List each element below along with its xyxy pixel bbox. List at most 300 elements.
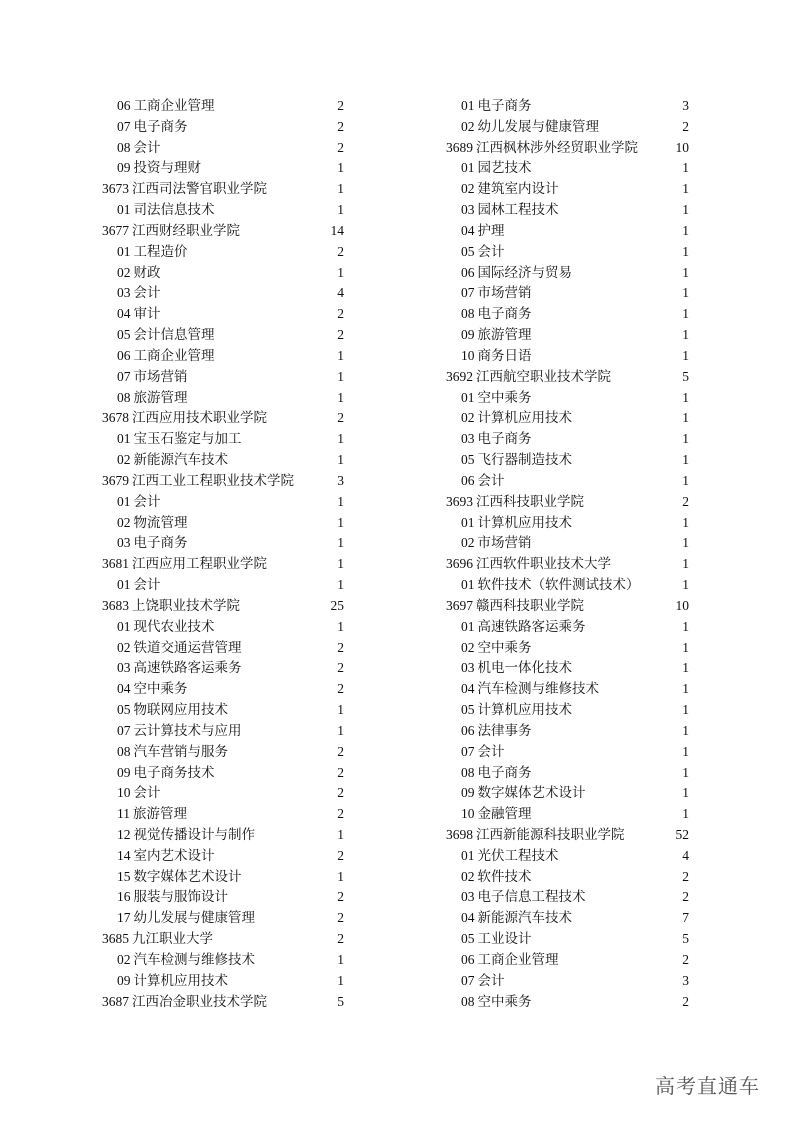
major-name: 会计 bbox=[133, 285, 161, 301]
major-code: 06 bbox=[461, 951, 475, 967]
row-label bbox=[102, 825, 255, 846]
school-name: 江西财经职业学院 bbox=[132, 222, 240, 238]
row-label bbox=[102, 242, 188, 263]
plan-count: 14 bbox=[330, 222, 344, 238]
school-code: 3692 bbox=[446, 368, 473, 384]
major-code: 16 bbox=[117, 889, 131, 905]
major-name: 电子商务 bbox=[133, 118, 188, 134]
school-name: 江西应用工程职业学院 bbox=[132, 556, 267, 572]
row-label bbox=[102, 158, 201, 179]
plan-count: 1 bbox=[337, 826, 344, 842]
row-label bbox=[102, 617, 215, 638]
row-label bbox=[446, 763, 532, 784]
plan-count: 1 bbox=[682, 452, 689, 468]
major-row bbox=[102, 742, 344, 763]
plan-count: 1 bbox=[682, 389, 689, 405]
row-label bbox=[446, 325, 532, 346]
plan-count: 3 bbox=[337, 472, 344, 488]
row-label bbox=[102, 96, 215, 117]
school-code: 3698 bbox=[446, 826, 473, 842]
major-code: 01 bbox=[117, 618, 131, 634]
row-label bbox=[446, 200, 559, 221]
major-name: 会计 bbox=[133, 139, 161, 155]
major-row bbox=[446, 325, 689, 346]
major-row bbox=[446, 950, 689, 971]
school-row bbox=[102, 471, 344, 492]
major-row bbox=[446, 700, 689, 721]
major-code: 01 bbox=[461, 847, 475, 863]
row-label bbox=[102, 117, 188, 138]
major-name: 会计信息管理 bbox=[133, 327, 215, 343]
school-name: 九江职业大学 bbox=[132, 931, 213, 947]
plan-count: 2 bbox=[682, 993, 689, 1009]
major-row bbox=[102, 575, 344, 596]
plan-count: 1 bbox=[682, 243, 689, 259]
major-row bbox=[446, 158, 689, 179]
plan-count: 10 bbox=[675, 597, 689, 613]
row-label bbox=[102, 471, 294, 492]
major-name: 汽车检测与维修技术 bbox=[133, 951, 255, 967]
major-row bbox=[102, 700, 344, 721]
major-name: 空中乘务 bbox=[477, 389, 532, 405]
row-label bbox=[102, 679, 188, 700]
plan-count: 1 bbox=[682, 535, 689, 551]
plan-count: 1 bbox=[337, 535, 344, 551]
school-name: 江西应用技术职业学院 bbox=[132, 410, 267, 426]
row-label bbox=[446, 263, 572, 284]
plan-count: 1 bbox=[682, 347, 689, 363]
row-label bbox=[102, 450, 228, 471]
major-code: 02 bbox=[461, 181, 475, 197]
major-code: 02 bbox=[461, 410, 475, 426]
major-code: 03 bbox=[117, 535, 131, 551]
plan-count: 1 bbox=[682, 181, 689, 197]
major-row bbox=[446, 408, 689, 429]
plan-count: 1 bbox=[682, 160, 689, 176]
plan-count: 1 bbox=[682, 618, 689, 634]
plan-count: 1 bbox=[682, 639, 689, 655]
major-row bbox=[102, 658, 344, 679]
major-name: 铁道交通运营管理 bbox=[133, 639, 242, 655]
major-row bbox=[102, 242, 344, 263]
row-label bbox=[446, 679, 599, 700]
school-code: 3679 bbox=[102, 472, 129, 488]
plan-count: 1 bbox=[337, 702, 344, 718]
major-code: 08 bbox=[117, 139, 131, 155]
plan-count: 1 bbox=[682, 431, 689, 447]
major-code: 15 bbox=[117, 868, 131, 884]
plan-count: 1 bbox=[337, 972, 344, 988]
major-name: 工程造价 bbox=[133, 243, 188, 259]
plan-count: 1 bbox=[337, 202, 344, 218]
major-name: 软件技术 bbox=[477, 868, 532, 884]
major-code: 10 bbox=[461, 806, 475, 822]
row-label bbox=[102, 908, 255, 929]
row-label bbox=[102, 804, 187, 825]
major-name: 计算机应用技术 bbox=[477, 514, 572, 530]
major-code: 01 bbox=[117, 431, 131, 447]
row-label bbox=[102, 658, 242, 679]
plan-count: 3 bbox=[682, 98, 689, 113]
row-label bbox=[446, 450, 572, 471]
school-name: 江西科技职业学院 bbox=[476, 493, 584, 509]
school-code: 3685 bbox=[102, 931, 129, 947]
major-code: 06 bbox=[461, 472, 475, 488]
plan-count: 1 bbox=[682, 681, 689, 697]
row-label bbox=[446, 242, 505, 263]
major-name: 软件技术（软件测试技术） bbox=[477, 577, 640, 593]
major-name: 电子商务技术 bbox=[133, 764, 215, 780]
row-label bbox=[102, 263, 161, 284]
plan-count: 2 bbox=[337, 410, 344, 426]
major-code: 10 bbox=[117, 785, 131, 801]
major-name: 空中乘务 bbox=[477, 639, 532, 655]
plan-count: 2 bbox=[682, 889, 689, 905]
major-code: 02 bbox=[117, 264, 131, 280]
plan-count: 2 bbox=[337, 243, 344, 259]
major-name: 会计 bbox=[477, 472, 505, 488]
plan-count: 1 bbox=[682, 577, 689, 593]
major-row bbox=[446, 346, 689, 367]
major-name: 计算机应用技术 bbox=[133, 972, 228, 988]
major-code: 04 bbox=[461, 681, 475, 697]
major-code: 05 bbox=[461, 702, 475, 718]
row-label bbox=[446, 158, 532, 179]
major-name: 空中乘务 bbox=[133, 681, 188, 697]
major-row bbox=[446, 513, 689, 534]
major-row bbox=[102, 783, 344, 804]
plan-count: 2 bbox=[682, 951, 689, 967]
school-name: 江西工业工程职业技术学院 bbox=[132, 472, 294, 488]
plan-count: 1 bbox=[337, 452, 344, 468]
school-row bbox=[102, 929, 344, 950]
row-label bbox=[446, 867, 532, 888]
major-row bbox=[446, 200, 689, 221]
major-code: 06 bbox=[117, 98, 131, 113]
row-label bbox=[102, 971, 228, 992]
major-row bbox=[446, 929, 689, 950]
school-code: 3687 bbox=[102, 993, 129, 1009]
major-name: 新能源汽车技术 bbox=[477, 910, 572, 926]
major-row bbox=[102, 533, 344, 554]
row-label bbox=[446, 221, 505, 242]
major-row bbox=[102, 200, 344, 221]
major-code: 10 bbox=[461, 347, 475, 363]
major-row bbox=[102, 825, 344, 846]
row-label bbox=[102, 492, 161, 513]
plan-count: 2 bbox=[682, 868, 689, 884]
school-code: 3683 bbox=[102, 597, 129, 613]
major-name: 幼儿发展与健康管理 bbox=[133, 910, 255, 926]
row-label bbox=[102, 429, 242, 450]
major-code: 01 bbox=[461, 160, 475, 176]
major-row bbox=[446, 617, 689, 638]
major-name: 服装与服饰设计 bbox=[133, 889, 228, 905]
row-label bbox=[446, 950, 559, 971]
major-row bbox=[102, 346, 344, 367]
plan-count: 1 bbox=[337, 368, 344, 384]
plan-count: 1 bbox=[337, 493, 344, 509]
plan-count: 1 bbox=[337, 181, 344, 197]
major-code: 03 bbox=[117, 660, 131, 676]
major-name: 会计 bbox=[477, 972, 505, 988]
major-code: 02 bbox=[461, 535, 475, 551]
major-name: 数字媒体艺术设计 bbox=[477, 785, 586, 801]
major-name: 金融管理 bbox=[477, 806, 532, 822]
major-code: 01 bbox=[117, 202, 131, 218]
major-name: 会计 bbox=[133, 785, 161, 801]
school-name: 江西冶金职业技术学院 bbox=[132, 993, 267, 1009]
major-row bbox=[446, 846, 689, 867]
major-row bbox=[446, 763, 689, 784]
major-code: 01 bbox=[117, 243, 131, 259]
major-row bbox=[102, 763, 344, 784]
major-code: 06 bbox=[117, 347, 131, 363]
plan-count: 1 bbox=[682, 556, 689, 572]
major-row bbox=[446, 96, 689, 117]
major-name: 幼儿发展与健康管理 bbox=[477, 118, 599, 134]
plan-count: 2 bbox=[337, 118, 344, 134]
plan-count: 1 bbox=[682, 306, 689, 322]
major-name: 财政 bbox=[133, 264, 161, 280]
plan-count: 1 bbox=[337, 951, 344, 967]
major-code: 06 bbox=[461, 264, 475, 280]
plan-count: 52 bbox=[675, 826, 689, 842]
major-code: 07 bbox=[461, 285, 475, 301]
school-row bbox=[102, 221, 344, 242]
plan-count: 2 bbox=[337, 306, 344, 322]
major-row bbox=[102, 450, 344, 471]
plan-count: 10 bbox=[675, 139, 689, 155]
major-name: 计算机应用技术 bbox=[477, 410, 572, 426]
major-name: 会计 bbox=[133, 577, 161, 593]
major-name: 园艺技术 bbox=[477, 160, 532, 176]
plan-count: 1 bbox=[337, 347, 344, 363]
school-name: 江西航空职业技术学院 bbox=[476, 368, 611, 384]
row-label bbox=[446, 117, 599, 138]
plan-count: 1 bbox=[337, 556, 344, 572]
major-row bbox=[446, 263, 689, 284]
plan-count: 1 bbox=[682, 264, 689, 280]
major-code: 09 bbox=[461, 785, 475, 801]
row-label bbox=[446, 971, 505, 992]
major-row bbox=[102, 367, 344, 388]
plan-count: 7 bbox=[682, 910, 689, 926]
plan-count: 2 bbox=[337, 743, 344, 759]
major-name: 护理 bbox=[477, 222, 505, 238]
school-row bbox=[102, 596, 344, 617]
plan-count: 2 bbox=[337, 98, 344, 113]
plan-count: 2 bbox=[337, 681, 344, 697]
plan-count: 1 bbox=[337, 264, 344, 280]
major-code: 09 bbox=[117, 160, 131, 176]
school-name: 上饶职业技术学院 bbox=[132, 597, 240, 613]
plan-count: 1 bbox=[682, 472, 689, 488]
school-name: 江西软件职业技术大学 bbox=[476, 556, 611, 572]
plan-count: 1 bbox=[682, 285, 689, 301]
row-label bbox=[102, 763, 215, 784]
school-code: 3697 bbox=[446, 597, 473, 613]
major-code: 05 bbox=[461, 931, 475, 947]
major-row bbox=[446, 679, 689, 700]
row-label bbox=[102, 304, 161, 325]
major-code: 03 bbox=[117, 285, 131, 301]
major-code: 17 bbox=[117, 910, 131, 926]
row-label bbox=[446, 596, 584, 617]
major-code: 08 bbox=[117, 743, 131, 759]
row-label bbox=[446, 992, 532, 1013]
major-row bbox=[102, 638, 344, 659]
major-row bbox=[102, 325, 344, 346]
major-name: 建筑室内设计 bbox=[477, 181, 559, 197]
major-name: 工商企业管理 bbox=[133, 98, 215, 113]
row-label bbox=[446, 638, 532, 659]
row-label bbox=[446, 513, 572, 534]
major-name: 电子商务 bbox=[133, 535, 188, 551]
major-row bbox=[102, 804, 344, 825]
plan-count: 1 bbox=[682, 722, 689, 738]
major-row bbox=[446, 117, 689, 138]
major-row bbox=[102, 304, 344, 325]
school-name: 赣西科技职业学院 bbox=[476, 597, 584, 613]
row-label bbox=[446, 304, 532, 325]
major-code: 11 bbox=[117, 806, 130, 822]
major-name: 空中乘务 bbox=[477, 993, 532, 1009]
plan-count: 2 bbox=[337, 931, 344, 947]
school-code: 3673 bbox=[102, 181, 129, 197]
major-name: 会计 bbox=[133, 493, 161, 509]
plan-count: 1 bbox=[682, 764, 689, 780]
major-row bbox=[446, 388, 689, 409]
row-label bbox=[102, 554, 267, 575]
major-code: 01 bbox=[461, 577, 475, 593]
major-name: 工业设计 bbox=[477, 931, 532, 947]
plan-count: 2 bbox=[337, 660, 344, 676]
school-row bbox=[446, 596, 689, 617]
major-code: 07 bbox=[461, 972, 475, 988]
major-row bbox=[446, 179, 689, 200]
major-code: 01 bbox=[461, 98, 475, 113]
major-code: 02 bbox=[117, 452, 131, 468]
plan-count: 1 bbox=[682, 743, 689, 759]
major-name: 物联网应用技术 bbox=[133, 702, 228, 718]
major-name: 新能源汽车技术 bbox=[133, 452, 228, 468]
plan-count: 5 bbox=[682, 368, 689, 384]
major-code: 08 bbox=[461, 306, 475, 322]
major-name: 旅游管理 bbox=[133, 806, 187, 822]
plan-count: 1 bbox=[337, 868, 344, 884]
plan-count: 1 bbox=[682, 785, 689, 801]
row-label bbox=[446, 283, 532, 304]
row-label bbox=[102, 367, 188, 388]
plan-count: 1 bbox=[337, 577, 344, 593]
plan-count: 2 bbox=[337, 139, 344, 155]
school-code: 3677 bbox=[102, 222, 129, 238]
school-row bbox=[446, 825, 689, 846]
major-row bbox=[102, 117, 344, 138]
school-row bbox=[446, 554, 689, 575]
left-column bbox=[102, 96, 344, 1012]
major-row bbox=[102, 887, 344, 908]
major-row bbox=[446, 992, 689, 1013]
plan-count: 5 bbox=[682, 931, 689, 947]
major-row bbox=[446, 783, 689, 804]
major-row bbox=[102, 158, 344, 179]
row-label bbox=[102, 138, 161, 159]
major-code: 06 bbox=[461, 722, 475, 738]
major-row bbox=[102, 846, 344, 867]
major-row bbox=[446, 658, 689, 679]
row-label bbox=[446, 783, 586, 804]
major-code: 12 bbox=[117, 826, 131, 842]
major-row bbox=[446, 638, 689, 659]
major-row bbox=[446, 971, 689, 992]
plan-count: 25 bbox=[330, 597, 344, 613]
major-code: 01 bbox=[461, 618, 475, 634]
major-name: 市场营销 bbox=[133, 368, 188, 384]
row-label bbox=[102, 325, 215, 346]
row-label bbox=[446, 887, 586, 908]
major-code: 09 bbox=[461, 327, 475, 343]
major-code: 04 bbox=[461, 910, 475, 926]
major-code: 02 bbox=[117, 639, 131, 655]
major-code: 03 bbox=[461, 660, 475, 676]
major-row bbox=[102, 513, 344, 534]
row-label bbox=[102, 721, 242, 742]
row-label bbox=[102, 221, 240, 242]
plan-count: 1 bbox=[682, 202, 689, 218]
major-code: 02 bbox=[461, 118, 475, 134]
plan-count: 5 bbox=[337, 993, 344, 1009]
school-row bbox=[102, 992, 344, 1013]
major-code: 09 bbox=[117, 764, 131, 780]
major-code: 07 bbox=[117, 118, 131, 134]
row-label bbox=[102, 346, 215, 367]
major-name: 商务日语 bbox=[477, 347, 532, 363]
row-label bbox=[102, 638, 242, 659]
major-code: 03 bbox=[461, 889, 475, 905]
school-name: 江西司法警官职业学院 bbox=[132, 181, 267, 197]
row-label bbox=[446, 346, 532, 367]
major-code: 14 bbox=[117, 847, 131, 863]
major-name: 投资与理财 bbox=[133, 160, 201, 176]
major-name: 国际经济与贸易 bbox=[477, 264, 572, 280]
school-row bbox=[446, 492, 689, 513]
school-code: 3693 bbox=[446, 493, 473, 509]
row-label bbox=[102, 887, 228, 908]
row-label bbox=[102, 929, 213, 950]
major-row bbox=[102, 96, 344, 117]
major-row bbox=[102, 617, 344, 638]
major-name: 飞行器制造技术 bbox=[477, 452, 572, 468]
major-code: 09 bbox=[117, 972, 131, 988]
plan-count: 2 bbox=[682, 493, 689, 509]
major-code: 07 bbox=[117, 368, 131, 384]
major-name: 光伏工程技术 bbox=[477, 847, 559, 863]
row-label bbox=[446, 471, 505, 492]
major-name: 电子商务 bbox=[477, 98, 532, 113]
major-name: 市场营销 bbox=[477, 535, 532, 551]
major-code: 08 bbox=[461, 764, 475, 780]
row-label bbox=[446, 408, 572, 429]
major-code: 08 bbox=[461, 993, 475, 1009]
plan-count: 1 bbox=[337, 431, 344, 447]
major-name: 旅游管理 bbox=[477, 327, 532, 343]
major-row bbox=[102, 950, 344, 971]
row-label bbox=[102, 867, 242, 888]
right-column bbox=[446, 96, 689, 1012]
major-row bbox=[102, 492, 344, 513]
